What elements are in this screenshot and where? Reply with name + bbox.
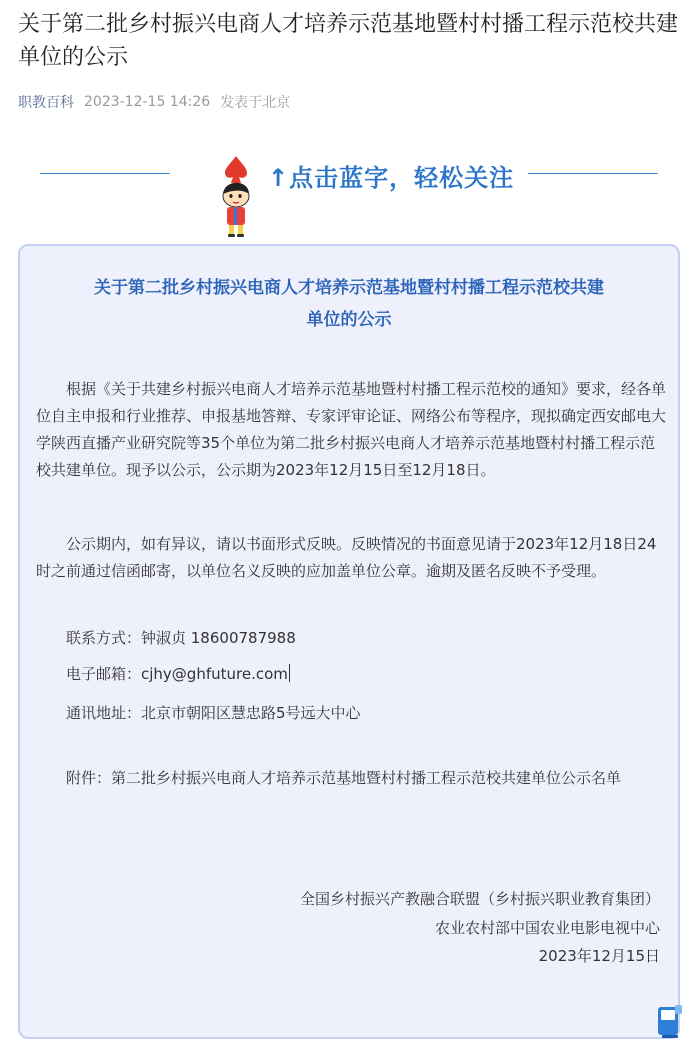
signer-1: 全国乡村振兴产教融合联盟（乡村振兴职业教育集团） [299,890,660,908]
notice-paragraph-1: 根据《关于共建乡村振兴电商人才培养示范基地暨村村播工程示范校的通知》要求，经各单位自主申报和行业推荐、申报基地答辩、专家评审论证、网络公布等程序，现拟确定西安邮电大学陕西直播产业研究院等35个单位为第二批乡村振兴电商人才培养示范基地暨村村播工程示范校共建单位。现予以公示，公示期为2023年12月15日至12月18日。 [36,380,667,479]
book-icon [655,1003,685,1039]
divider-left [40,173,170,174]
publish-location: 发表于北京 [220,95,291,111]
cartoon-boy-icon [212,154,260,238]
text-cursor [289,664,290,682]
email-text[interactable]: 电子邮箱：cjhy@ghfuture.com [66,665,288,683]
account-name-link[interactable]: 职教百科 [18,95,74,111]
follow-prompt-text[interactable]: ↑点击蓝字，轻松关注 [268,164,515,192]
article-meta [18,92,290,112]
notice-date: 2023年12月15日 [538,947,660,965]
address-info: 通讯地址：北京市朝阳区慧忠路5号远大中心 [66,704,361,722]
publish-datetime: 2023-12-15 14:26 [84,94,211,110]
notice-card [18,244,680,1039]
notice-title-line1: 关于第二批乡村振兴电商人才培养示范基地暨村村播工程示范校共建 [94,278,604,298]
notice-title-line2: 单位的公示 [306,310,392,330]
divider-right [528,173,658,174]
contact-info: 联系方式：钟淑贞 18600787988 [66,629,296,647]
article-title: 关于第二批乡村振兴电商人才培养示范基地暨村村播工程示范校共建单位的公示 [18,12,679,70]
signer-2: 农业农村部中国农业电影电视中心 [434,919,660,937]
follow-banner[interactable] [40,148,658,238]
attachment-note: 附件：第二批乡村振兴电商人才培养示范基地暨村村播工程示范校共建单位公示名单 [66,769,622,787]
notice-paragraph-2: 公示期内，如有异议，请以书面形式反映。反映情况的书面意见请于2023年12月18日24时之前通过信函邮寄，以单位名义反映的应加盖单位公章。逾期及匿名反映不予受理。 [36,535,657,580]
email-info [66,662,290,686]
notice-title [20,272,678,336]
